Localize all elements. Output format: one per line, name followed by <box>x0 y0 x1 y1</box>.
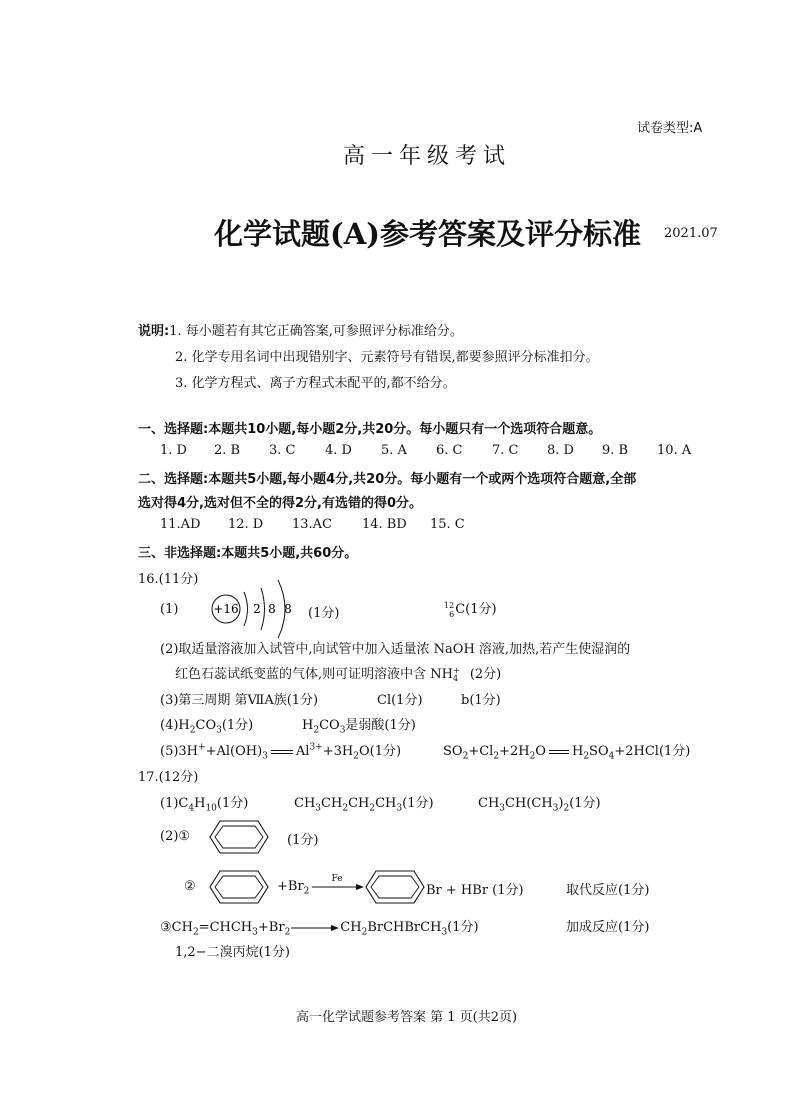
notes-block <box>138 320 463 339</box>
q17-p2d: 1,2−二溴丙烷(1分) <box>175 945 290 960</box>
q16-header: 16.(11分) <box>138 572 199 587</box>
shell-count: 8 <box>284 602 292 616</box>
section1-answers <box>160 443 691 458</box>
q16-p3-a: (3)第三周期 第ⅦA族(1分) <box>160 693 319 708</box>
benzene-ring-icon <box>364 869 426 905</box>
section2-answers <box>160 517 465 532</box>
q17-p2-label: (2)① <box>160 829 191 844</box>
q16-p4-a: $(4)H_2CO_3(1$分) <box>160 718 254 736</box>
note-item: 2. 化学专用名词中出现错别字、元素符号有错误,都要参照评分标准扣分。 <box>175 350 599 365</box>
ion-charge: + <box>452 665 460 675</box>
benzene-ring-icon <box>208 819 270 855</box>
answer-item: 6. C <box>436 443 463 458</box>
answer-item: 5. A <box>381 443 407 458</box>
q17-header: 17.(12分) <box>138 770 199 785</box>
q17-p1-b: $CH_3CH_2CH_2CH_3(1$分) <box>294 796 434 814</box>
q17-p1-a: $(1)C_4H_{10}(1$分) <box>160 796 249 814</box>
answer-item: 14. BD <box>362 517 407 532</box>
q17-p2c-type: 加成反应(1分) <box>566 920 650 935</box>
answer-item: 15. C <box>430 517 465 532</box>
isotope-symbol: C <box>455 602 466 617</box>
q16-p3-c: b(1分) <box>461 693 501 708</box>
answer-item: 2. B <box>214 443 241 458</box>
shell-arc <box>244 592 248 626</box>
section3-heading: 三、非选择题:本题共5小题,共60分。 <box>138 546 358 561</box>
q16-p2-line2: 红色石蕊试纸变蓝的气体,则可证明溶液中含 NH + 4 (2分) <box>175 665 502 683</box>
ion-subscript: 4 <box>452 673 459 683</box>
shell-count: 8 <box>268 602 276 616</box>
exam-title: 高一年级考试 <box>343 144 512 169</box>
q16-p5-eq2: $SO_2+Cl_2+2H_2O$ $H_2SO_4+2HCl(1$分) <box>443 744 691 762</box>
page-title: 化学试题(A)参考答案及评分标准 <box>214 217 641 251</box>
answer-item: 4. D <box>325 443 352 458</box>
q16-p4-b: $H_2CO_3$是弱酸(1分) <box>302 718 416 736</box>
exam-date: 2021.07 <box>664 226 718 241</box>
q16-p2-score: (2分) <box>469 667 502 682</box>
q17-p2b-reagent: $+Br_2$ <box>277 879 310 897</box>
notes-label: 说明: <box>138 324 170 339</box>
isotope-score: (1分) <box>465 602 497 617</box>
isotope-mass: 12 <box>444 600 455 610</box>
reaction-arrow-icon <box>291 923 339 933</box>
answer-item: 8. D <box>547 443 574 458</box>
isotope-notation <box>444 598 497 619</box>
section2-heading: 选对得4分,选对但不全的得2分,有选错的得0分。 <box>138 496 423 511</box>
answer-item: 11.AD <box>160 517 201 532</box>
q17-p2b-type: 取代反应(1分) <box>566 883 650 898</box>
answer-item: 3. C <box>269 443 296 458</box>
q17-p2b-product: Br + HBr (1分) <box>426 883 524 898</box>
answer-item: 12. D <box>228 517 264 532</box>
q17-p2-score: (1分) <box>287 833 319 848</box>
reaction-arrow-icon <box>312 882 364 892</box>
answer-item: 13.AC <box>292 517 333 532</box>
isotope-number: 6 <box>449 609 455 619</box>
section1-heading: 一、选择题:本题共10小题,每小题2分,共20分。每小题只有一个选项符合题意。 <box>138 422 602 437</box>
reaction-catalyst: Fe <box>331 874 343 884</box>
nucleus-charge: +16 <box>213 602 239 616</box>
q16-p5-eq1: $(5)3H^++Al(OH)_3$ $Al^{3+}+3H_2O(1$分) <box>160 742 402 762</box>
shell-count: 2 <box>253 602 261 616</box>
note-item: 3. 化学方程式、离子方程式未配平的,都不给分。 <box>175 376 456 391</box>
q17-p1-c: $CH_3CH(CH_3)_2(1$分) <box>478 796 601 814</box>
q16-p2-line1: (2)取适量溶液加入试管中,向试管中加入适量浓 NaOH 溶液,加热,若产生使湿润的 <box>160 642 631 657</box>
note-item: 1. 每小题若有其它正确答案,可参照评分标准给分。 <box>169 324 463 339</box>
q16-p1-label: (1) <box>160 602 179 617</box>
benzene-ring-icon <box>208 869 270 905</box>
page-footer: 高一化学试题参考答案 第 1 页(共2页) <box>296 1010 518 1025</box>
q16-p3-b: Cl(1分) <box>377 693 423 708</box>
q17-p2b-label: ② <box>184 879 196 894</box>
answer-item: 7. C <box>492 443 519 458</box>
section2-heading: 二、选择题:本题共5小题,每小题4分,共20分。每小题有一个或两个选项符合题意,全部 <box>138 472 637 487</box>
q16-p1-score: (1分) <box>308 606 340 621</box>
shell-arc <box>261 588 265 630</box>
answer-item: 10. A <box>657 443 692 458</box>
q17-p2c-eq: $③CH_2=CHCH_3+Br_2$ $CH_2BrCHBrCH_3(1$分) <box>160 920 479 938</box>
atom-structure-diagram <box>204 578 314 640</box>
answer-item: 1. D <box>160 443 187 458</box>
answer-item: 9. B <box>602 443 629 458</box>
paper-type: 试卷类型:A <box>637 121 703 136</box>
